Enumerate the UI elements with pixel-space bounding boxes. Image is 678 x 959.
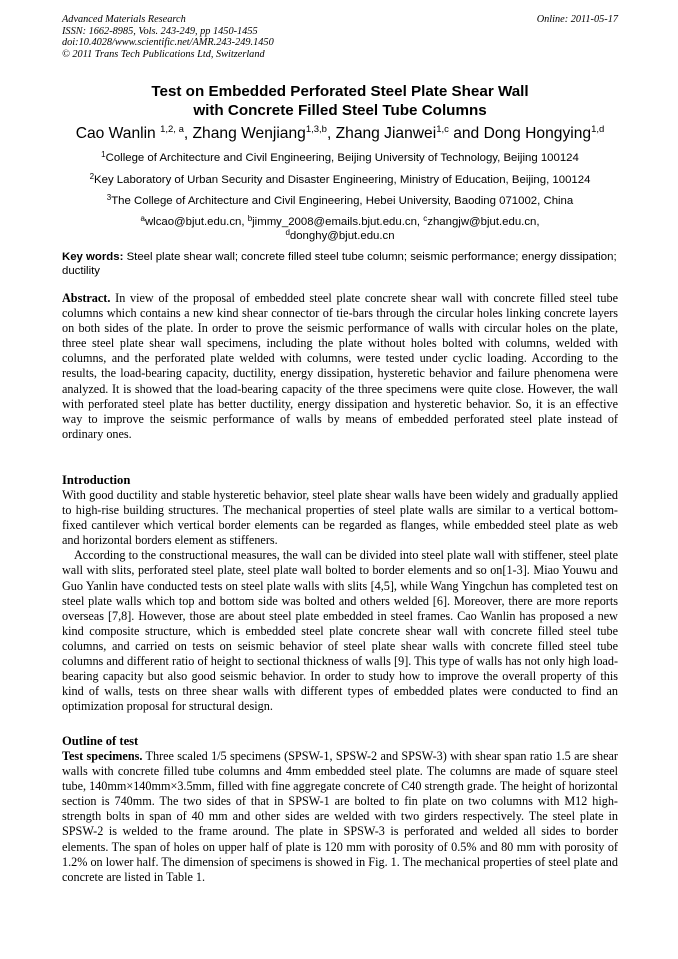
email-address[interactable]: zhangjw@bjut.edu.cn, [427, 216, 540, 228]
affiliation-mark: 1 [101, 150, 106, 159]
introduction-paragraph-2: According to the constructional measures, the wall can be divided into steel plate wall with stiffener, steel plate wall with slits, perforated steel plate, steel plate wall bolted to border elements and so on[1-3]. Miao Youwu and Guo Yanlin have conducted tests on steel plate walls with slits [4,5], while Wang Yingchun has completed test on steel plate walls which top and bottom side was bolted and others welded [6]. Moreover, there are more reports overseas [7,8]. However, those are about steel plate embedded in steel frames. Cao Wanlin has proposed a new kind composite structure, which is embedded steel plate concrete shear wall with concrete filled steel tube columns, and carried on tests on seismic behavior of steel plate shear walls with concrete filled steel tube columns and different ratio of height to sectional thickness of walls [9]. This type of walls has not only high load-bearing capacity but also good seismic behavior. In order to study how to improve the overall property of this kind of walls, tests on three shear walls with different types of embedded plates were conducted to find an optimization proposal for structural design. [62, 548, 618, 714]
email-mark: d [285, 228, 290, 237]
outline-body [62, 749, 618, 885]
copyright-line: © 2011 Trans Tech Publications Ltd, Switzerland [62, 48, 265, 60]
keywords-label: Key words: [62, 251, 124, 263]
email-list [62, 215, 618, 243]
issn-line: ISSN: 1662-8985, Vols. 243-249, pp 1450-1455 [62, 25, 258, 37]
affiliation-text: Key Laboratory of Urban Security and Disaster Engineering, Ministry of Education, Beijing, 100124 [94, 174, 591, 186]
email-mark: b [247, 214, 253, 223]
keywords-text: Steel plate shear wall; concrete filled steel tube column; seismic performance; energy dissipation; ductility [62, 251, 617, 277]
affiliation-2 [56, 173, 624, 187]
author-affil-mark: 1,3,b [305, 124, 327, 135]
author-affil-mark: 1,d [591, 124, 605, 135]
author-list [56, 124, 624, 143]
doi-line: doi:10.4028/www.scientific.net/AMR.243-249.1450 [62, 37, 274, 49]
abstract [62, 291, 618, 442]
abstract-text: In view of the proposal of embedded steel plate concrete shear wall with concrete filled steel tube columns which contains a new kind shear connector of tie-bars through the circular holes linking concrete layers on both sides of the plate. In order to prove the seismic performance of walls with circular holes on the plate, three steel plate shear wall specimens, including the plate without holes bolted with columns, welded with columns, and the perforated plate welded with columns, were tested under cyclic loading. According to the results, the load-bearing capacity, ductility, energy dissipation, hysteretic behavior and failure phenomena were analyzed. It is showed that the load-bearing capacity of the three specimens were quite close. However, the wall with perforated steel plate has better ductility, energy dissipation and hysteretic behavior. So, it is an effective way to improve the seismic performance of walls by means of embedded perforated steel plate instead of ordinary ones. [62, 291, 618, 441]
author-separator: , [183, 125, 193, 142]
outline-heading: Outline of test [62, 734, 139, 748]
journal-name: Advanced Materials Research [62, 14, 186, 25]
author-separator: and [448, 125, 484, 142]
affiliation-text: The College of Architecture and Civil Engineering, Hebei University, Baoding 071002, China [111, 195, 574, 207]
test-specimens-text: Three scaled 1/5 specimens (SPSW-1, SPSW-2 and SPSW-3) with shear span ratio 1.5 are shear walls with concrete filled tube columns and 4mm embedded steel plate. The columns are made of square steel tube, 140mm×140mm×3.5mm, filled with fine aggregate concrete of C40 strength grade. The height of horizontal section is 740mm. The two sides of that in SPSW-1 are bolted to fin plate on two columns with M12 high-strength bolts in span of 40 mm and other sides are welded with two girders respectively. The steel plate in SPSW-2 is welded to the frame around. The plate in SPSW-3 is perforated and welded all sides to border elements. The span of holes on upper half of plate is 120 mm with porosity of 0.5% and 80 mm with porosity of 1.2% on lower half. The dimension of specimens is showed in Fig. 1. The mechanical properties of steel plate and concrete are listed in Table 1. [62, 749, 618, 884]
affiliation-text: College of Architecture and Civil Engineering, Beijing University of Technology, Beijing 100124 [105, 152, 579, 164]
paper-title [62, 82, 618, 120]
affiliation-mark: 2 [89, 172, 95, 181]
affiliation-3 [56, 194, 624, 208]
journal-header [62, 14, 618, 60]
title-line-2: with Concrete Filled Steel Tube Columns [193, 102, 487, 119]
online-date: Online: 2011-05-17 [536, 14, 618, 25]
author-name: Zhang Wenjiang [192, 125, 306, 142]
email-mark: a [140, 214, 145, 223]
affiliation-mark: 3 [106, 193, 112, 202]
abstract-label: Abstract. [62, 291, 111, 305]
introduction-body [62, 488, 618, 714]
author-name: Cao Wanlin [75, 125, 156, 142]
author-name: Dong Hongying [483, 125, 592, 142]
introduction-paragraph-1: With good ductility and stable hysteretic behavior, steel plate shear walls have been widely and gradually applied to high-rise building structures. The mechanical properties of steel plate walls are similar to a vertical bottom-fixed cantilever which vertical border elements can be regarded as flanges, while embedded steel plate as web and horizontal borders element as stiffeners. [62, 488, 618, 548]
keywords [62, 250, 618, 278]
author-separator: , [326, 125, 336, 142]
author-affil-mark: 1,c [436, 124, 449, 135]
introduction-heading: Introduction [62, 473, 131, 487]
test-specimens-label: Test specimens. [62, 749, 143, 763]
author-affil-mark: 1,2, a [160, 124, 184, 135]
title-line-1: Test on Embedded Perforated Steel Plate Shear Wall [151, 83, 529, 100]
email-address[interactable]: donghy@bjut.edu.cn [289, 230, 395, 242]
affiliation-1 [56, 151, 624, 165]
email-address[interactable]: wlcao@bjut.edu.cn, [144, 216, 248, 228]
email-mark: c [423, 214, 428, 223]
author-name: Zhang Jianwei [335, 125, 437, 142]
email-address[interactable]: jimmy_2008@emails.bjut.edu.cn, [252, 216, 424, 228]
